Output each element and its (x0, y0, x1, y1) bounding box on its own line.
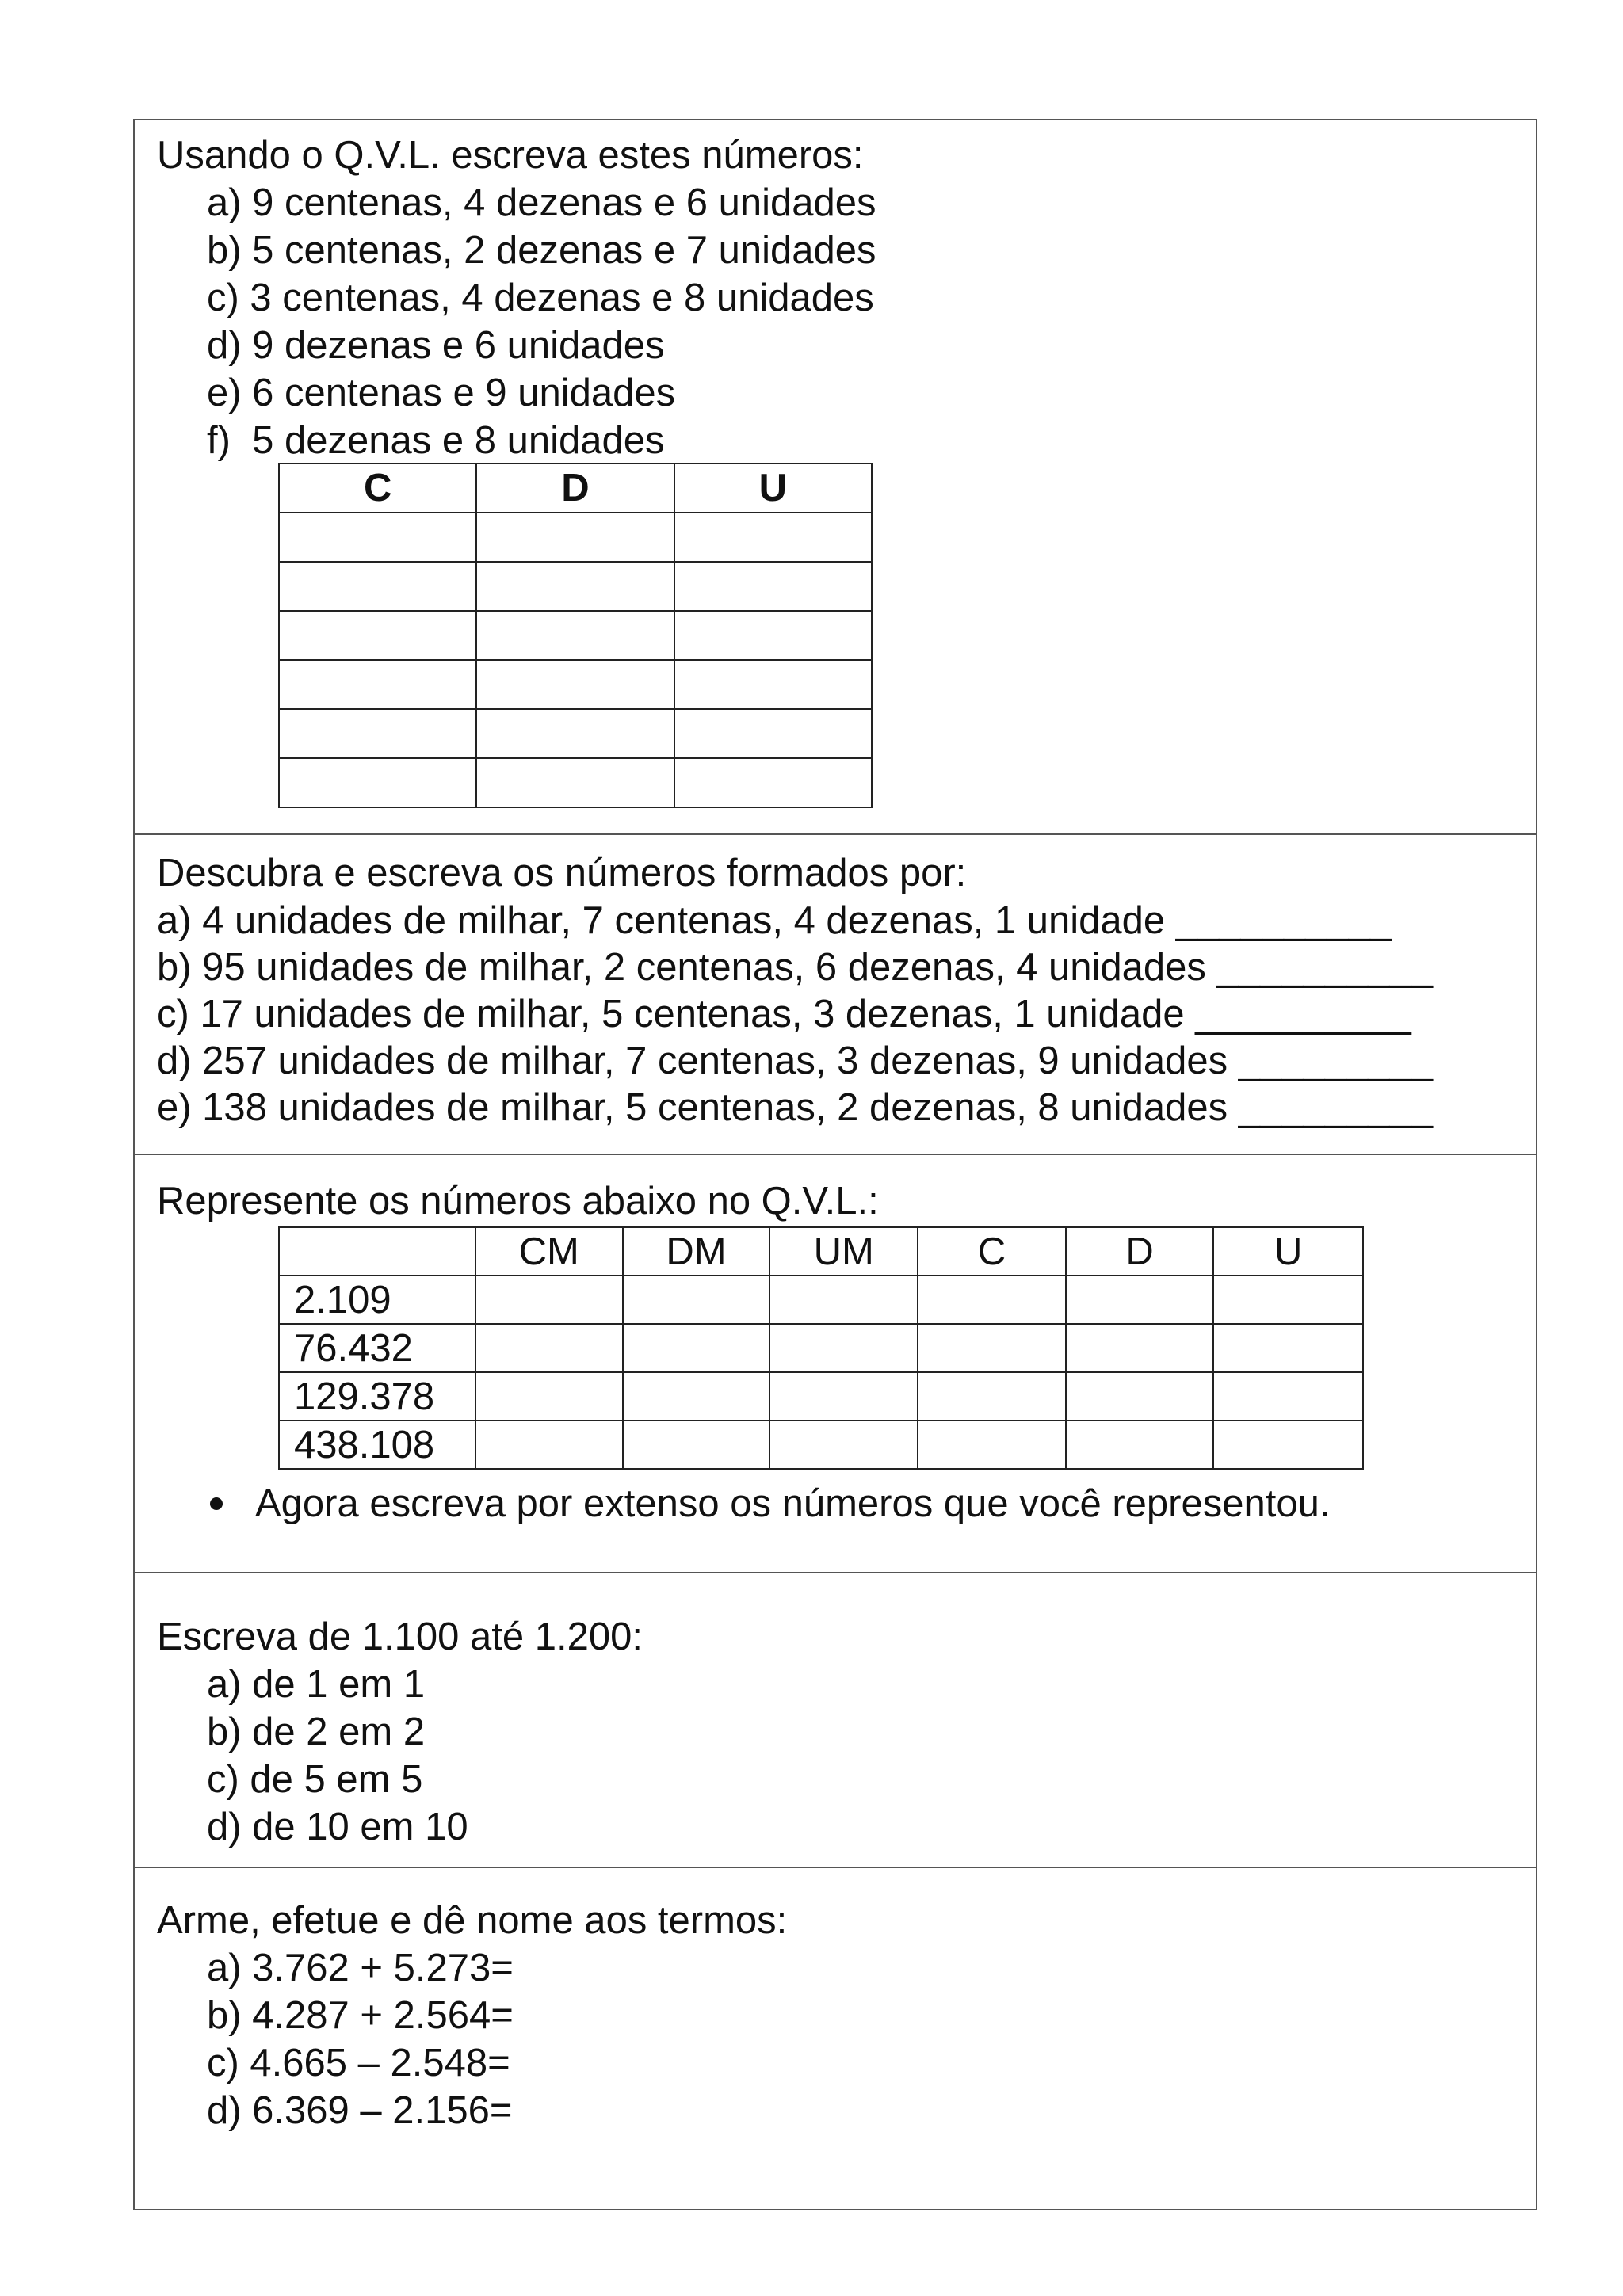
column-header-blank (279, 1227, 475, 1276)
worksheet (133, 119, 1537, 2210)
list-item: b) de 2 em 2 (207, 1711, 426, 1753)
cdu-table (278, 463, 873, 808)
list-item: b) 95 unidades de milhar, 2 centenas, 6 dezenas, 4 unidades __________ (157, 946, 1434, 989)
table-row (279, 660, 872, 709)
table-row (279, 562, 872, 611)
table-row (279, 758, 872, 807)
table-row (279, 1276, 1363, 1324)
answer-cell[interactable] (279, 758, 476, 807)
qvl-table (278, 1226, 1364, 1470)
answer-cell[interactable] (476, 758, 674, 807)
answer-cell[interactable] (918, 1324, 1066, 1372)
section-title: Represente os números abaixo no Q.V.L.: (157, 1180, 879, 1222)
section-represent-qvl (135, 1155, 1536, 1573)
column-header-dm: DM (623, 1227, 770, 1276)
answer-cell[interactable] (476, 513, 674, 562)
list-item: a) 9 centenas, 4 dezenas e 6 unidades (207, 181, 876, 224)
bullet-text: Agora escreva por extenso os números que você representou. (255, 1482, 1331, 1525)
list-item: b) 5 centenas, 2 dezenas e 7 unidades (207, 229, 876, 272)
section-discover-numbers (135, 835, 1536, 1155)
answer-cell[interactable] (1213, 1421, 1363, 1469)
number-cell: 438.108 (279, 1421, 475, 1469)
section-title: Escreva de 1.100 até 1.200: (157, 1615, 643, 1658)
list-item: a) de 1 em 1 (207, 1663, 426, 1706)
answer-cell[interactable] (279, 562, 476, 611)
answer-cell[interactable] (623, 1276, 770, 1324)
answer-cell[interactable] (279, 513, 476, 562)
answer-cell[interactable] (769, 1276, 918, 1324)
bullet-icon (210, 1497, 223, 1510)
answer-cell[interactable] (918, 1372, 1066, 1421)
list-item: a) 3.762 + 5.273= (207, 1947, 514, 1989)
number-cell: 129.378 (279, 1372, 475, 1421)
answer-cell[interactable] (674, 562, 872, 611)
answer-cell[interactable] (279, 709, 476, 758)
list-item: b) 4.287 + 2.564= (207, 1994, 514, 2037)
column-header-d: D (1066, 1227, 1214, 1276)
list-item: c) 17 unidades de milhar, 5 centenas, 3 dezenas, 1 unidade __________ (157, 993, 1411, 1035)
list-item: e) 6 centenas e 9 unidades (207, 372, 676, 414)
section-title: Arme, efetue e dê nome aos termos: (157, 1899, 788, 1942)
answer-cell[interactable] (1066, 1276, 1214, 1324)
answer-cell[interactable] (1066, 1421, 1214, 1469)
section-count-sequence (135, 1573, 1536, 1868)
list-item: a) 4 unidades de milhar, 7 centenas, 4 dezenas, 1 unidade __________ (157, 899, 1392, 942)
list-item: d) 257 unidades de milhar, 7 centenas, 3 dezenas, 9 unidades _________ (157, 1039, 1434, 1082)
answer-cell[interactable] (769, 1372, 918, 1421)
list-item: d) de 10 em 10 (207, 1806, 468, 1848)
section-title: Usando o Q.V.L. escreva estes números: (157, 134, 864, 177)
answer-cell[interactable] (623, 1421, 770, 1469)
section-title: Descubra e escreva os números formados por: (157, 852, 967, 894)
table-row (279, 709, 872, 758)
list-item: c) de 5 em 5 (207, 1758, 423, 1801)
answer-cell[interactable] (623, 1324, 770, 1372)
answer-cell[interactable] (476, 709, 674, 758)
column-header-um: UM (769, 1227, 918, 1276)
answer-cell[interactable] (674, 758, 872, 807)
answer-cell[interactable] (623, 1372, 770, 1421)
answer-cell[interactable] (475, 1372, 623, 1421)
table-row (279, 1372, 1363, 1421)
answer-cell[interactable] (476, 611, 674, 660)
column-header-u: U (1213, 1227, 1363, 1276)
list-item: e) 138 unidades de milhar, 5 centenas, 2 dezenas, 8 unidades _________ (157, 1086, 1434, 1129)
answer-cell[interactable] (1066, 1324, 1214, 1372)
list-item: f) 5 dezenas e 8 unidades (207, 419, 665, 462)
list-item: c) 4.665 – 2.548= (207, 2042, 510, 2084)
number-cell: 2.109 (279, 1276, 475, 1324)
table-row (279, 1421, 1363, 1469)
column-header-cm: CM (475, 1227, 623, 1276)
table-row (279, 513, 872, 562)
answer-cell[interactable] (1213, 1276, 1363, 1324)
answer-cell[interactable] (475, 1276, 623, 1324)
answer-cell[interactable] (476, 562, 674, 611)
answer-cell[interactable] (1066, 1372, 1214, 1421)
table-row (279, 1324, 1363, 1372)
answer-cell[interactable] (918, 1421, 1066, 1469)
answer-cell[interactable] (475, 1324, 623, 1372)
answer-cell[interactable] (674, 611, 872, 660)
section-arithmetic (135, 1868, 1536, 2209)
answer-cell[interactable] (279, 660, 476, 709)
answer-cell[interactable] (279, 611, 476, 660)
section-qvl-write (135, 120, 1536, 835)
answer-cell[interactable] (1213, 1324, 1363, 1372)
answer-cell[interactable] (1213, 1372, 1363, 1421)
list-item: d) 6.369 – 2.156= (207, 2089, 513, 2132)
table-row (279, 611, 872, 660)
column-header-d: D (476, 463, 674, 513)
list-item: d) 9 dezenas e 6 unidades (207, 324, 665, 367)
number-cell: 76.432 (279, 1324, 475, 1372)
answer-cell[interactable] (674, 709, 872, 758)
answer-cell[interactable] (476, 660, 674, 709)
column-header-c: C (918, 1227, 1066, 1276)
list-item: c) 3 centenas, 4 dezenas e 8 unidades (207, 277, 874, 319)
column-header-u: U (674, 463, 872, 513)
answer-cell[interactable] (769, 1421, 918, 1469)
answer-cell[interactable] (674, 660, 872, 709)
answer-cell[interactable] (475, 1421, 623, 1469)
answer-cell[interactable] (769, 1324, 918, 1372)
column-header-c: C (279, 463, 476, 513)
answer-cell[interactable] (918, 1276, 1066, 1324)
answer-cell[interactable] (674, 513, 872, 562)
